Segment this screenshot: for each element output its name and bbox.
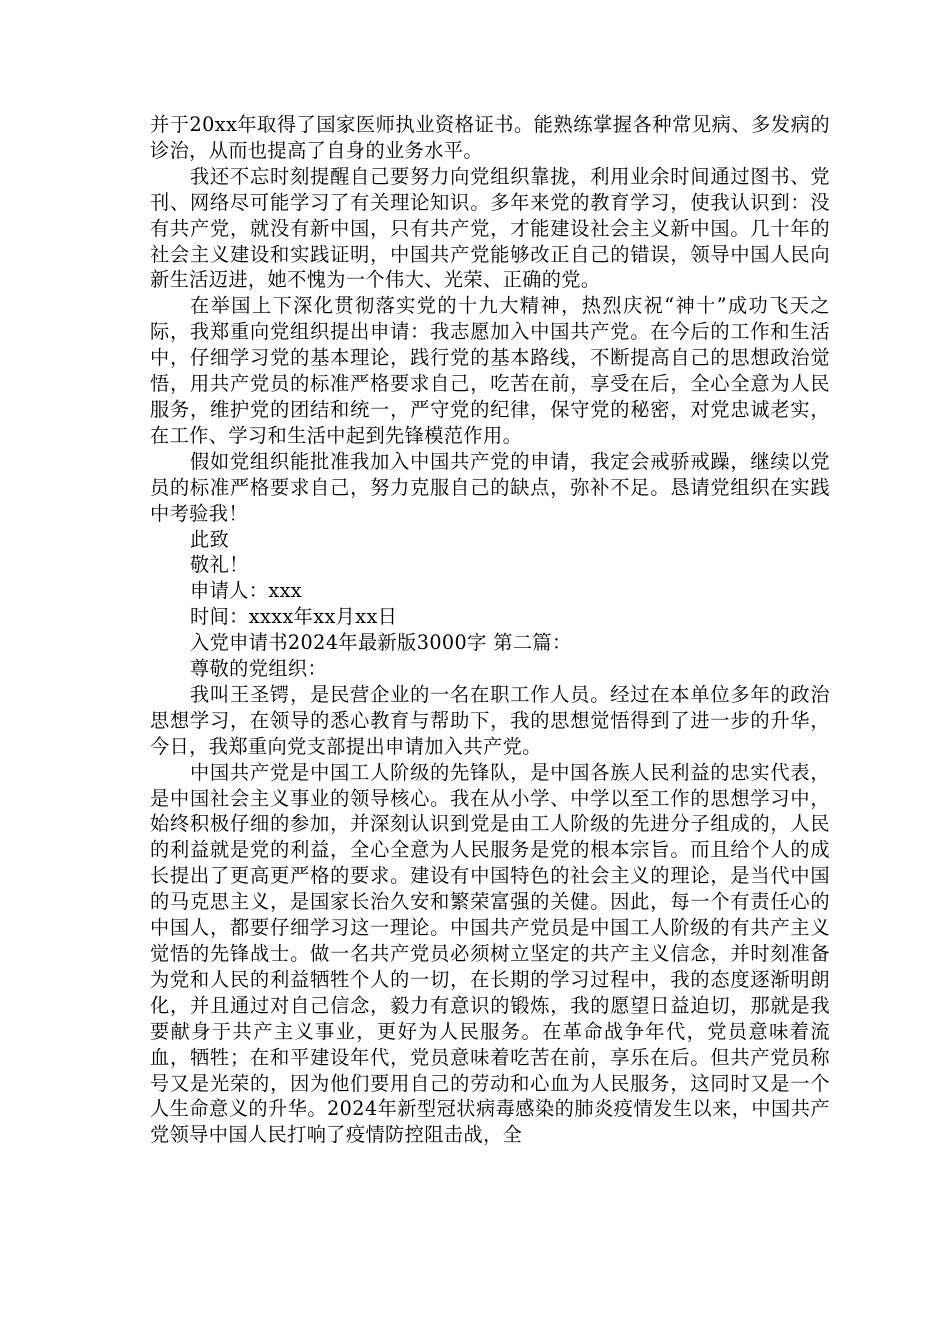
applicant-line: 申请人：xxx	[190, 579, 303, 603]
greeting-line: 尊敬的党组织：	[190, 657, 328, 681]
closing-salutation: 此致	[190, 527, 230, 551]
paragraph-party-understanding: 中国共产党是中国工人阶级的先锋队，是中国各族人民利益的忠实代表，是中国社会主义事业的领导核心。我在从小学、中学以至工作的思想学习中，始终积极仔细的参加，并深刻认识到党是由工人阶级的先进分子组成的，人民的利益就是党的利益，全心全意为人民服务是党的根本宗旨。而且给个人的成长提出了更高更严格的要求。建设有中国特色的社会主义的理论，是当代中国的马克思主义，是国家长治久安和繁荣富强的关健。因此，每一个有责任心的中国人，都要仔细学习这一理论。中国共产党员是中国工人阶级的有共产主义觉悟的先锋战士。做一名共产党员必须树立坚定的共产主义信念，并时刻准备为党和人民的利益牺牲个人的一切，在长期的学习过程中，我的态度逐渐明朗化，并且通过对自己信念，毅力有意识的锻炼，我的愿望日益迫切，那就是我要献身于共产主义事业，更好为人民服务。在革命战争年代，党员意味着流血，牺牲；在和平建设年代，党员意味着吃苦在前，享乐在后。但共产党员称号又是光荣的，因为他们要用自己的劳动和心血为人民服务，这同时又是一个人生命意义的升华。2024年新型冠状病毒感染的肺炎疫情发生以来，中国共产党领导中国人民打响了疫情防控阻击战，全	[150, 760, 830, 1147]
closing-regards: 敬礼！	[190, 553, 249, 577]
paragraph-continuation: 并于20xx年取得了国家医师执业资格证书。能熟练掌握各种常见病、多发病的诊治，从而也提高了自身的业务水平。	[150, 113, 830, 162]
document-body	[150, 112, 830, 1148]
paragraph-application: 在举国上下深化贯彻落实党的十九大精神，热烈庆祝“神十”成功飞天之际，我郑重向党组织提出申请：我志愿加入中国共产党。在今后的工作和生活中，仔细学习党的基本理论，践行党的基本路线，不断提高自己的思想政治觉悟，用共产党员的标准严格要求自己，吃苦在前，享受在后，全心全意为人民服务，维护党的团结和统一，严守党的纪律，保守党的秘密，对党忠诚老实，在工作、学习和生活中起到先锋模范作用。	[150, 294, 830, 447]
date-line: 时间：xxxx年xx月xx日	[190, 605, 398, 629]
paragraph-introduction: 我叫王圣锷，是民营企业的一名在职工作人员。经过在本单位多年的政治思想学习，在领导的悉心教育与帮助下，我的思想觉悟得到了进一步的升华，今日，我郑重向党支部提出申请加入共产党。	[150, 682, 830, 758]
section-title-second: 入党申请书2024年最新版3000字 第二篇：	[190, 631, 572, 655]
paragraph-commitment: 假如党组织能批准我加入中国共产党的申请，我定会戒骄戒躁，继续以党员的标准严格要求自己，努力克服自己的缺点，弥补不足。恳请党组织在实践中考验我！	[150, 449, 830, 525]
paragraph-party-study: 我还不忘时刻提醒自己要努力向党组织靠拢，利用业余时间通过图书、党刊、网络尽可能学习了有关理论知识。多年来党的教育学习，使我认识到：没有共产党，就没有新中国，只有共产党，才能建设社会主义新中国。几十年的社会主义建设和实践证明，中国共产党能够改正自己的错误，领导中国人民向新生活迈进，她不愧为一个伟大、光荣、正确的党。	[150, 164, 830, 292]
